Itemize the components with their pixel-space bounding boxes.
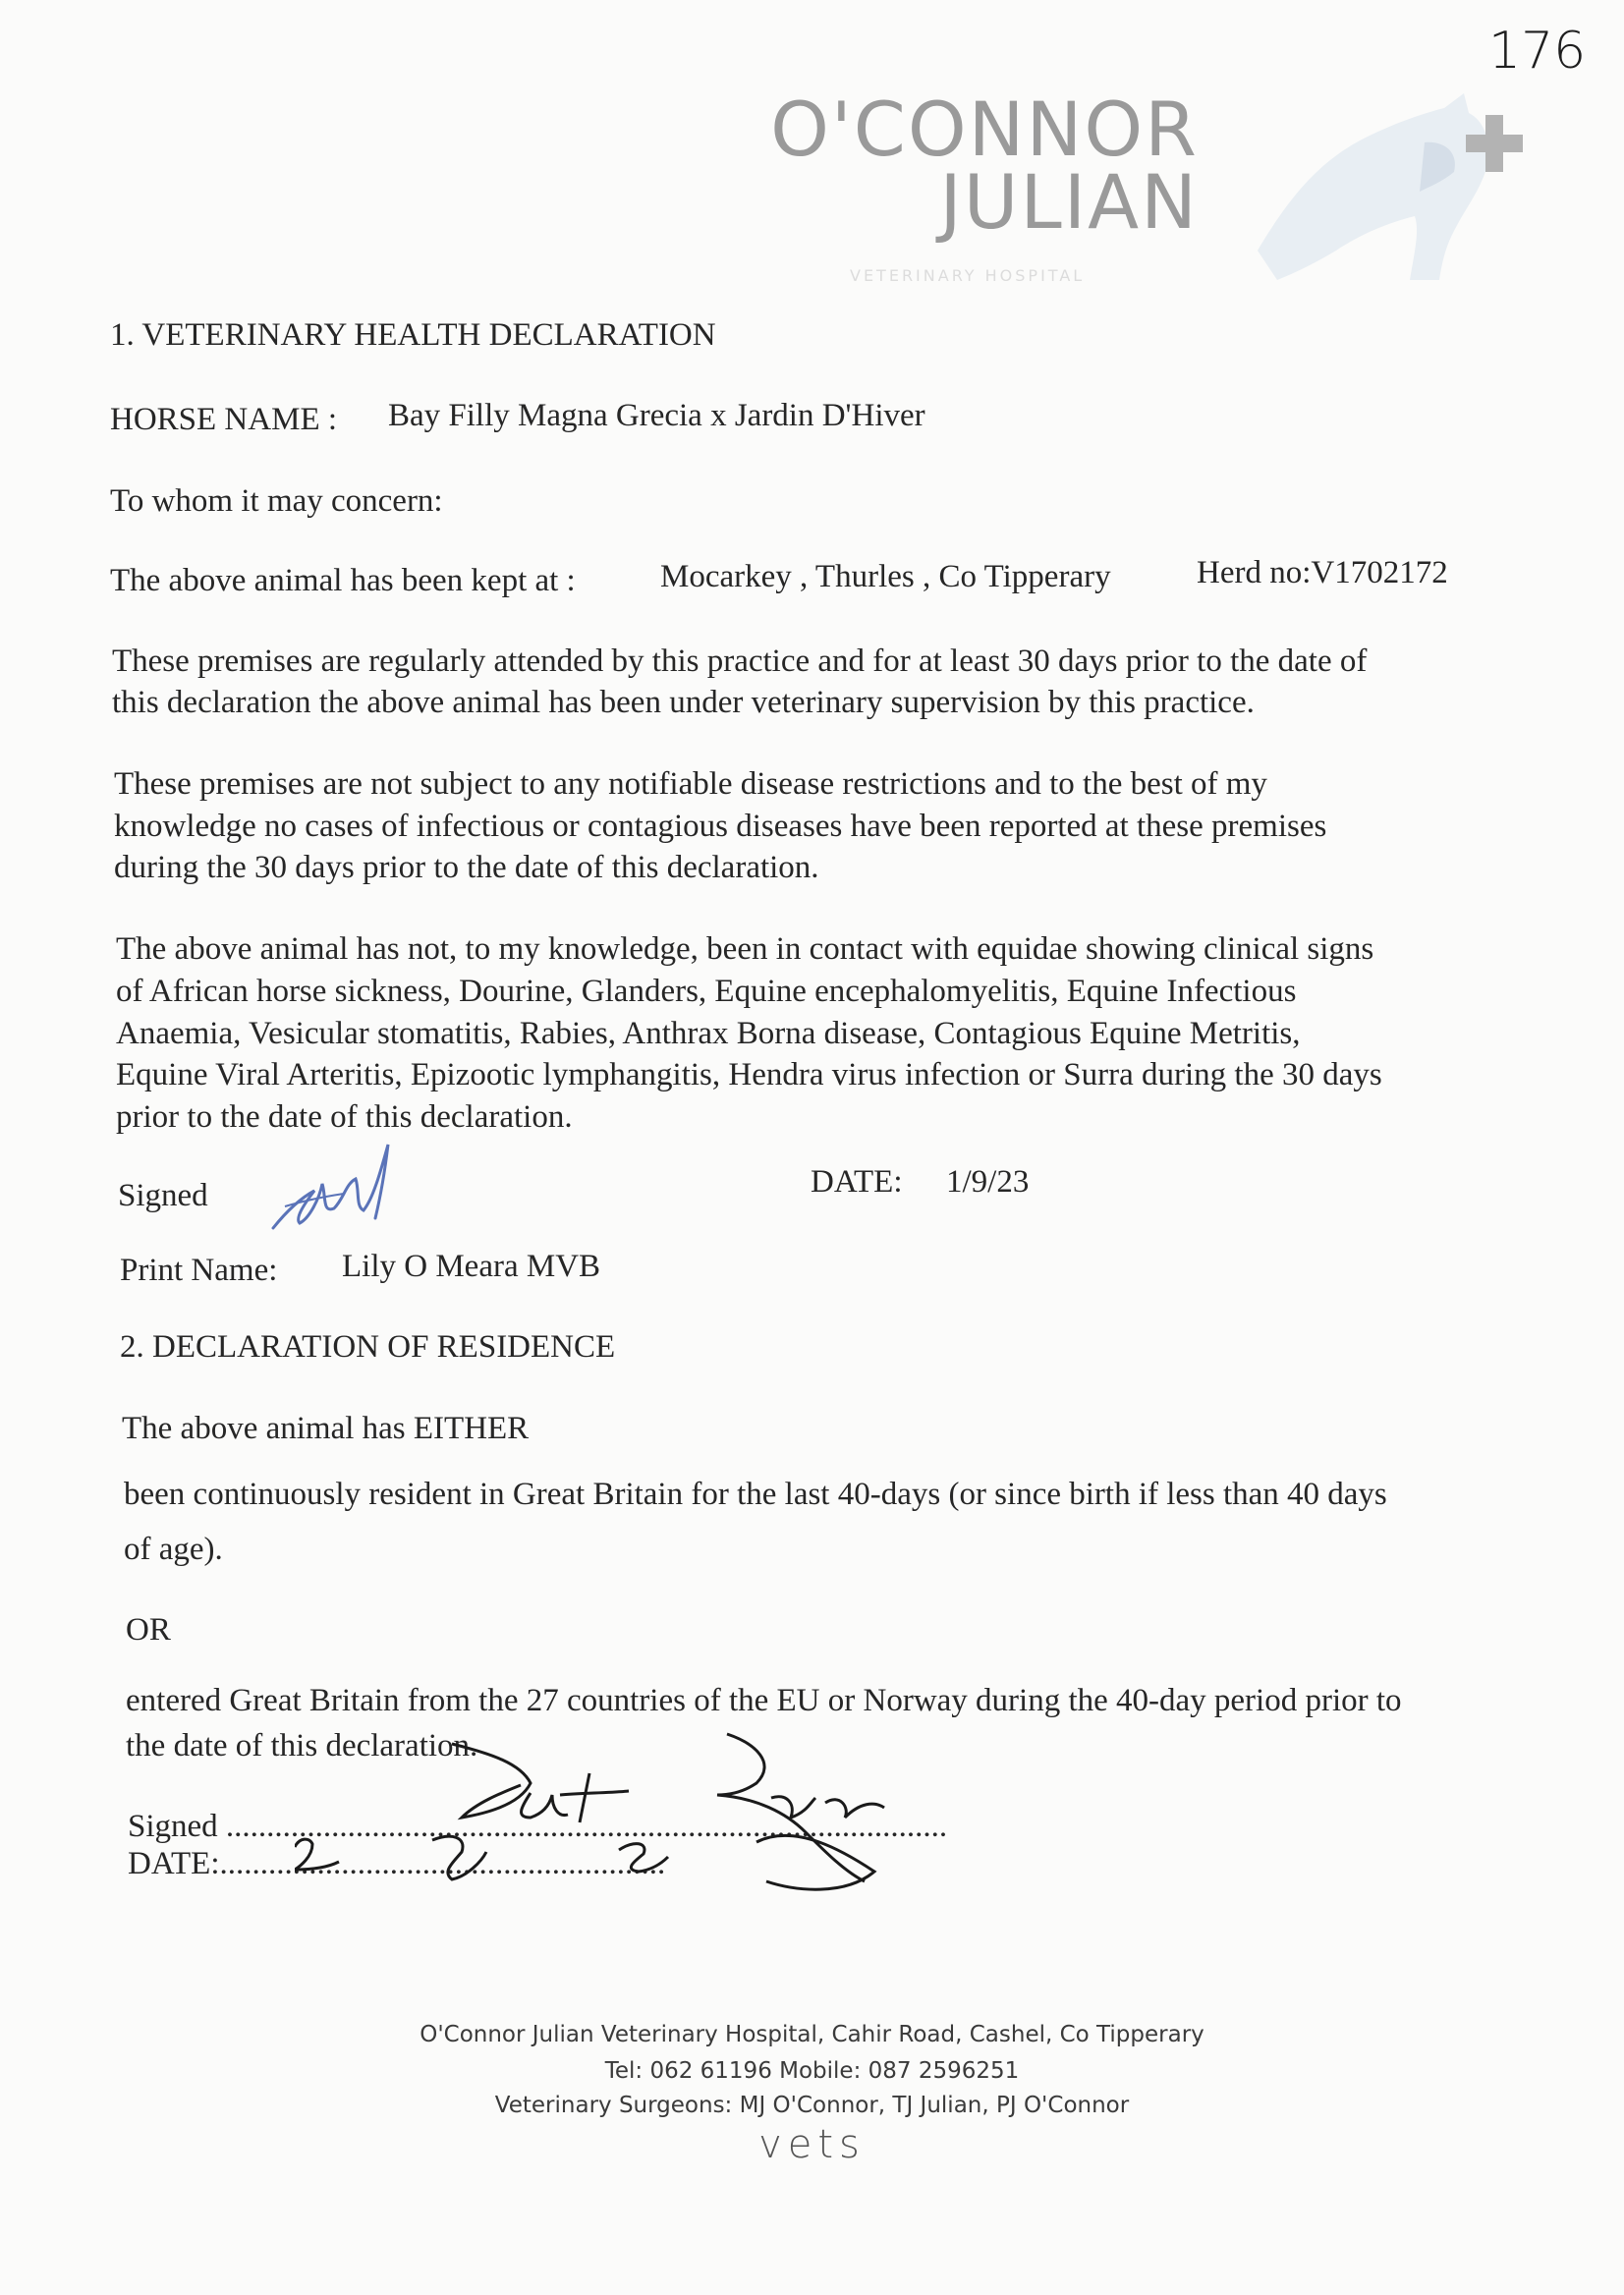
page-number: 176 — [1488, 22, 1587, 81]
footer-phone: Tel: 062 61196 Mobile: 087 2596251 — [604, 2058, 1020, 2084]
section1-heading: 1. VETERINARY HEALTH DECLARATION — [110, 317, 716, 353]
paragraph-line: These premises are regularly attended by this practice and for at least 30 days prior to the date of — [112, 644, 1368, 679]
owner-signature — [295, 1724, 933, 1901]
section2-heading: 2. DECLARATION OF RESIDENCE — [120, 1329, 616, 1365]
paragraph-line: Anaemia, Vesicular stomatitis, Rabies, Anthrax Borna disease, Contagious Equine Metritis, — [116, 1016, 1301, 1051]
paragraph-line: during the 30 days prior to the date of this declaration. — [114, 850, 819, 885]
paragraph-line: knowledge no cases of infectious or contagious diseases have been reported at these premises — [114, 809, 1327, 844]
logo-line2: JULIAN — [939, 158, 1199, 246]
date-value: 1/9/23 — [946, 1164, 1030, 1200]
vet-signature — [265, 1130, 432, 1238]
paragraph-line: this declaration the above animal has been under veterinary supervision by this practice. — [112, 685, 1255, 720]
kept-at-value: Mocarkey , Thurles , Co Tipperary — [660, 559, 1111, 594]
print-name-value: Lily O Meara MVB — [342, 1249, 601, 1284]
logo-tagline: VETERINARY HOSPITAL — [850, 266, 1086, 285]
kept-at-label: The above animal has been kept at : — [110, 563, 576, 598]
print-name-label: Print Name: — [120, 1253, 278, 1288]
paragraph-line: Equine Viral Arteritis, Epizootic lymphangitis, Hendra virus infection or Surra during the 30 days — [116, 1057, 1382, 1092]
clinic-logo — [688, 85, 1523, 290]
herd-number: Herd no:V1702172 — [1197, 555, 1448, 590]
paragraph-line: The above animal has not, to my knowledge, been in contact with equidae showing clinical signs — [116, 931, 1374, 967]
footer-address: O'Connor Julian Veterinary Hospital, Cahir Road, Cashel, Co Tipperary — [420, 2022, 1204, 2047]
salutation: To whom it may concern: — [110, 483, 443, 519]
option1-line: of age). — [124, 1532, 223, 1567]
horse-name-label: HORSE NAME : — [110, 402, 338, 437]
or-label: OR — [126, 1612, 171, 1648]
date-label: DATE: — [811, 1164, 903, 1200]
paragraph-line: prior to the date of this declaration. — [116, 1099, 573, 1135]
signed-dotted-line: Signed ......................................................................................... — [128, 1809, 948, 1844]
footer-surgeons: Veterinary Surgeons: MJ O'Connor, TJ Julian, PJ O'Connor — [494, 2093, 1130, 2118]
horse-head-logo-icon — [1218, 84, 1542, 290]
paragraph-line: These premises are not subject to any notifiable disease restrictions and to the best of my — [114, 766, 1267, 802]
date-dotted-line: DATE:....................................................... — [128, 1846, 666, 1881]
signed-label: Signed — [118, 1178, 208, 1213]
horse-name-value: Bay Filly Magna Grecia x Jardin D'Hiver — [388, 398, 925, 433]
logo-line1: O'CONNOR — [770, 85, 1199, 173]
option1-line: been continuously resident in Great Britain for the last 40-days (or since birth if less than 40 days — [124, 1477, 1387, 1512]
paragraph-line: of African horse sickness, Dourine, Glanders, Equine encephalomyelitis, Equine Infectious — [116, 974, 1297, 1009]
option2-line: the date of this declaration. — [126, 1728, 478, 1763]
footer-vets-logo: vets — [758, 2122, 866, 2167]
option2-line: entered Great Britain from the 27 countries of the EU or Norway during the 40-day period prior to — [126, 1683, 1402, 1718]
either-line: The above animal has EITHER — [122, 1411, 530, 1446]
